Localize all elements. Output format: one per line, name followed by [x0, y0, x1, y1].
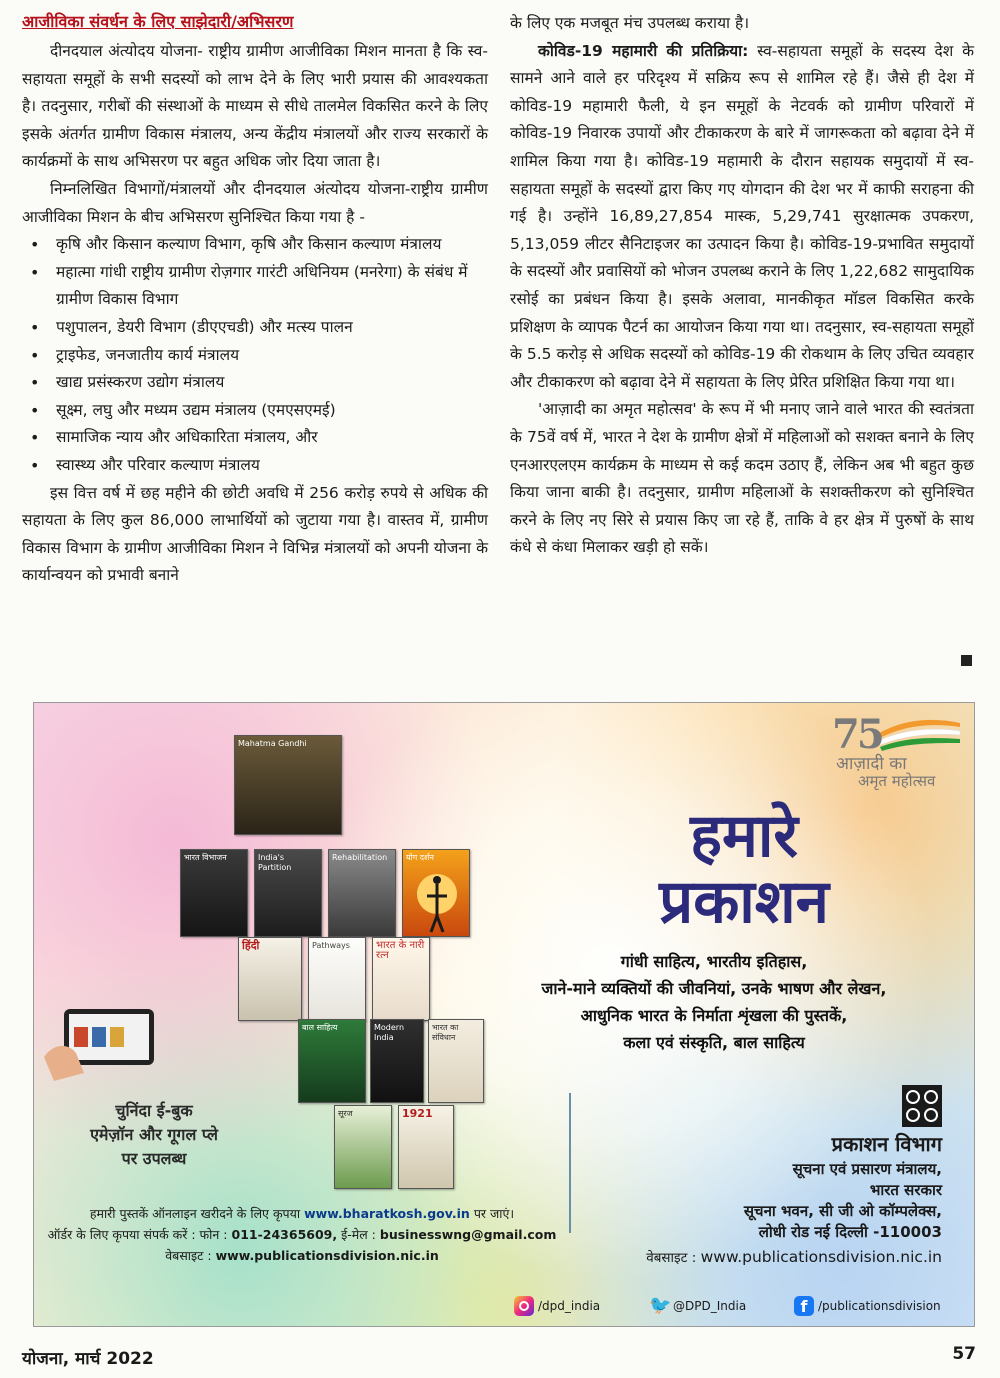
order-line: वेबसाइट : www.publicationsdivision.nic.in — [165, 1248, 439, 1263]
paragraph: दीनदयाल अंत्योदय योजना- राष्ट्रीय ग्रामीण आजीविका मिशन मानता है कि स्व-सहायता समूहों के सभी सदस्यों को लाभ देने के लिए भारी प्रयास की आवश्यकता है। तदनुसार, गरीबों की संस्थाओं के माध्यम से सीधे तालमेल विकसित करने के लिए इसके अंतर्गत ग्रामीण विकास मंत्रालय, अन्य केंद्रीय मंत्रालयों और राज्य सरकारों के कार्यक्रमों के साथ अभिसरण पर बहुत अधिक जोर दिया जाता है। — [22, 42, 488, 171]
dpd-logo-icon — [902, 1085, 942, 1127]
list-item: • ट्राइफेड, जनजातीय कार्य मंत्रालय — [22, 342, 488, 370]
address-line: भारत सरकार — [869, 1181, 942, 1199]
covid-text: स्व-सहायता समूहों के सदस्य देश के सामने आने वाले हर परिदृश्य में सक्रिय रूप से शामिल रहे हैं। जैसे ही देश में कोविड-19 महामारी फैली, ये इन समूहों के नेटवर्क को ग्रामीण परिवारों में कोविड-19 निवारक उपायों और टीकाकरण के बारे में जागरूकता को बढ़ावा देने में शामिल किया गया है। कोविड-19 महामारी के दौरान सहायक समुदायों में स्व-सहायता समूहों के सदस्यों द्वारा किए गए योगदान की देश भर में काफी सराहना की गई है। उन्होंने 16,89,27,854 मास्क, 5,29,741 सुरक्षात्मक उपकरण, 5,13,059 लीटर सैनिटाइजर का उत्पादन किया है। कोविड-19-प्रभावित समुदायों के सदस्यों और प्रवासियों को भोजन उपलब्ध कराने के लिए 1,22,682 सामुदायिक रसोई का प्रबंधन किया है। इसके अलावा, मानकीकृत मॉडल विकसित करके प्रशिक्षण के व्यापक पैटर्न का आयोजन किया गया था। तदनुसार, स्व-सहायता समूहों के 5.5 करोड़ से अधिक सदस्यों को कोविड-19 की रोकथाम के लिए उचित व्यवहार और टीकाकरण को बढ़ावा देने में सहायता के लिए प्रेरित प्रशिक्षित किया गया था। — [510, 41, 974, 391]
book-cover: भारत के नारी रत्न — [372, 937, 430, 1021]
book-cover: 1921 — [398, 1105, 454, 1189]
tablet-hand-icon — [44, 1003, 154, 1083]
ad-title — [594, 803, 894, 935]
covid-subheading: कोविड-19 महामारी की प्रतिक्रिया: — [538, 41, 749, 60]
yoga-figure-icon — [403, 866, 470, 936]
instagram-handle[interactable]: /dpd_india — [514, 1295, 600, 1317]
bharatkosh-link[interactable]: www.bharatkosh.gov.in — [304, 1206, 470, 1221]
book-cover: India's Partition — [254, 849, 322, 937]
list-item: • सूक्ष्म, लघु और मध्यम उद्यम मंत्रालय (एमएसएमई) — [22, 397, 488, 425]
list-item: • सामाजिक न्याय और अधिकारिता मंत्रालय, और — [22, 424, 488, 452]
paragraph: के लिए एक मजबूत मंच उपलब्ध कराया है। — [510, 14, 750, 32]
order-website-link[interactable]: www.publicationsdivision.nic.in — [215, 1248, 439, 1263]
book-cover: योग दर्शन — [402, 849, 470, 937]
paragraph: इस वित्त वर्ष में छह महीने की छोटी अवधि में 256 करोड़ रुपये से अधिक की सहायता के लिए कुल 86,000 लाभार्थियों को जुटाया गया है। वास्तव में, ग्रामीण विकास विभाग के ग्रामीण आजीविका मिशन ने विभिन्न मंत्रालयों को अपनी योजना के कार्यान्वयन को प्रभावी बनाने — [22, 483, 488, 585]
address-line: सूचना भवन, सी जी ओ कॉम्पलेक्स, — [743, 1202, 942, 1220]
paragraph: निम्नलिखित विभागों/मंत्रालयों और दीनदयाल अंत्योदय योजना-राष्ट्रीय ग्रामीण आजीविका मिशन के बीच अभिसरण सुनिश्चित किया गया है - — [22, 179, 488, 226]
book-cover: भारत का संविधान — [428, 1019, 484, 1103]
category-line: आधुनिक भारत के निर्माता शृंखला की पुस्तकें, — [580, 1006, 848, 1025]
end-mark — [961, 655, 972, 666]
order-info — [42, 1203, 562, 1266]
list-item: • स्वास्थ्य और परिवार कल्याण मंत्रालय — [22, 452, 488, 480]
website-link[interactable]: www.publicationsdivision.nic.in — [700, 1248, 942, 1266]
twitter-handle[interactable]: 🐦 @DPD_India — [649, 1295, 747, 1316]
book-cover: बाल साहित्य — [298, 1019, 366, 1103]
list-item: • महात्मा गांधी राष्ट्रीय ग्रामीण रोज़गार गारंटी अधिनियम (मनरेगा) के संबंध में ग्रामीण विकास विभाग — [22, 259, 488, 314]
order-line: हमारी पुस्तकें ऑनलाइन खरीदने के लिए कृपया www.bharatkosh.gov.in पर जाएं। — [89, 1206, 515, 1221]
department-name: प्रकाशन विभाग — [831, 1132, 942, 1156]
ebook-line: चुनिंदा ई-बुक — [115, 1101, 193, 1120]
list-item: • पशुपालन, डेयरी विभाग (डीएएचडी) और मत्स्य पालन — [22, 314, 488, 342]
ebook-line: पर उपलब्ध — [121, 1149, 187, 1168]
ebook-line: एमेज़ॉन और गूगल प्ले — [90, 1125, 218, 1144]
instagram-icon — [514, 1296, 534, 1316]
paragraph-covid — [510, 38, 974, 397]
categories — [474, 948, 954, 1056]
twitter-icon: 🐦 — [649, 1295, 672, 1316]
address-line: लोधी रोड नई दिल्ली -110003 — [758, 1223, 942, 1241]
book-cover: Modern India — [370, 1019, 424, 1103]
book-cover: भारत विभाजन — [180, 849, 248, 937]
vertical-divider — [569, 1093, 571, 1233]
website-label: वेबसाइट : — [646, 1250, 697, 1266]
section-heading: आजीविका संवर्धन के लिए साझेदारी/अभिसरण — [22, 12, 294, 31]
azadi-amrit-mahotsav-logo — [832, 711, 962, 791]
category-line: कला एवं संस्कृति, बाल साहित्य — [623, 1033, 805, 1052]
book-cover: Pathways — [308, 937, 366, 1021]
address-line: सूचना एवं प्रसारण मंत्रालय, — [792, 1160, 942, 1178]
list-item: • खाद्य प्रसंस्करण उद्योग मंत्रालय — [22, 369, 488, 397]
department-website — [594, 1248, 942, 1266]
publications-advertisement — [33, 702, 975, 1327]
paragraph: 'आज़ादी का अमृत महोत्सव' के रूप में भी मनाए जाने वाले भारत की स्वतंत्रता के 75वें वर्ष में, भारत ने देश के ग्रामीण क्षेत्रों में महिलाओं को सशक्त बनाने के लिए एनआरएलएम कार्यक्रम के माध्यम से कई कदम उठाए हैं, लेकिन अब भी बहुत कुछ किया जाना बाकी है। तदनुसार, ग्रामीण महिलाओं के सशक्तीकरण को सुनिश्चित करने के लिए नए सिरे से प्रयास किए जा रहे हैं, ताकि वे हर क्षेत्र में पुरुषों के साथ कंधे से कंधा मिलाकर खड़ी हो सकें। — [510, 400, 974, 557]
right-column — [510, 10, 974, 562]
book-cover: Mahatma Gandhi — [234, 735, 342, 835]
ad-title-line1: हमारे — [690, 801, 798, 871]
order-line: ऑर्डर के लिए कृपया संपर्क करें : फोन : 011-24365609, ई-मेल : businesswng@gmail.com — [47, 1227, 557, 1242]
ebook-availability — [64, 1099, 244, 1171]
order-phone: 011-24365609, — [231, 1227, 338, 1242]
logo-75: 75 — [832, 711, 882, 758]
page-number: 57 — [952, 1344, 976, 1364]
logo-line1: आज़ादी का — [836, 754, 907, 774]
facebook-icon: f — [794, 1296, 814, 1316]
ad-title-line2: प्रकाशन — [659, 867, 829, 937]
magazine-issue: योजना, मार्च 2022 — [22, 1349, 154, 1369]
book-cover: सूरज — [334, 1105, 392, 1189]
category-line: गांधी साहित्य, भारतीय इतिहास, — [620, 952, 808, 971]
convergence-list — [22, 231, 488, 479]
department-address — [634, 1159, 942, 1243]
order-email[interactable]: businesswng@gmail.com — [379, 1227, 557, 1242]
logo-line2: अमृत महोत्सव — [858, 772, 936, 790]
book-cover: Rehabilitation — [328, 849, 396, 937]
category-line: जाने-माने व्यक्तियों की जीवनियां, उनके भाषण और लेखन, — [541, 979, 887, 998]
list-item: • कृषि और किसान कल्याण विभाग, कृषि और किसान कल्याण मंत्रालय — [22, 231, 488, 259]
book-cover: हिंदी — [238, 937, 302, 1021]
facebook-handle[interactable]: f /publicationsdivision — [794, 1295, 941, 1317]
left-column — [22, 10, 488, 590]
